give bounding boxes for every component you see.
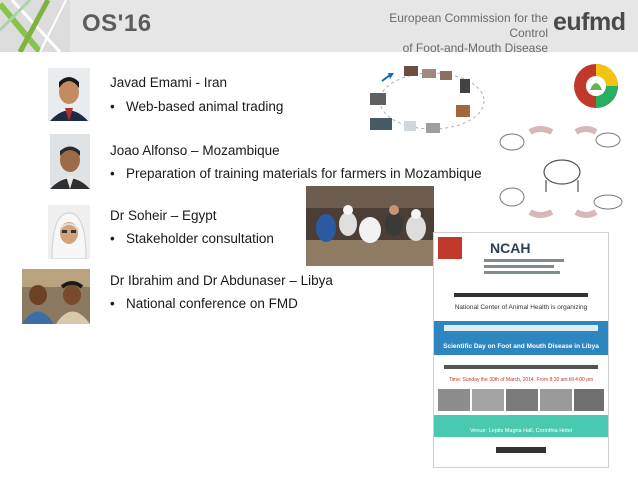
bullet-marker: •	[110, 166, 115, 181]
organization-name	[388, 11, 548, 56]
portrait-dr-ibrahim-dr-abdunaser	[22, 269, 90, 324]
person-task-libya	[110, 296, 298, 311]
bullet-marker: •	[110, 231, 115, 246]
organization-line-1: European Commission for the Control	[389, 11, 548, 40]
portrait-javad-emami	[48, 68, 90, 121]
animal-trading-cycle-illustration	[366, 63, 494, 141]
task-text-libya: National conference on FMD	[126, 296, 298, 311]
poster-venue-text: Venue: Leptis Magna Hall, Corinthia Hotel	[469, 428, 573, 434]
poster-graphic	[434, 233, 608, 467]
eufmd-logo-text: eufmd	[553, 8, 626, 36]
libya-conference-poster	[433, 232, 609, 468]
person-task-mozambique	[110, 166, 482, 181]
green-emblem-logo	[572, 62, 620, 110]
conference-title: OS'16	[82, 10, 152, 37]
person-name-iran: Javad Emami - Iran	[110, 75, 228, 90]
task-text-egypt: Stakeholder consultation	[126, 231, 274, 246]
task-text-iran: Web-based animal trading	[126, 99, 284, 114]
bullet-marker: •	[110, 99, 115, 114]
portrait-dr-soheir	[48, 205, 90, 259]
person-name-egypt: Dr Soheir – Egypt	[110, 208, 217, 223]
poster-logo-text: NCAH	[490, 240, 531, 256]
poster-time-text: Time: Sunday the 30th of March, 2014. From 8:30 am till 4:00 pm	[448, 377, 594, 383]
person-name-libya: Dr Ibrahim and Dr Abdunaser – Libya	[110, 273, 333, 288]
livestock-sketch-illustration	[496, 122, 630, 222]
person-task-iran	[110, 99, 283, 114]
person-task-egypt	[110, 231, 274, 246]
header-decoration-graphic	[0, 0, 70, 52]
poster-english-org: National Center of Animal Health is organizing	[454, 304, 588, 311]
bullet-marker: •	[110, 296, 115, 311]
portrait-joao-alfonso	[50, 134, 90, 189]
organization-line-2: of Foot-and-Mouth Disease	[402, 41, 548, 55]
stakeholder-meeting-photo	[306, 186, 434, 266]
task-text-mozambique: Preparation of training materials for farmers in Mozambique	[126, 166, 482, 181]
header-bar	[0, 0, 638, 55]
person-name-mozambique: Joao Alfonso – Mozambique	[110, 143, 280, 158]
eufmd-logo	[553, 8, 626, 37]
poster-banner-text: Scientific Day on Foot and Mouth Disease in Libya	[443, 343, 599, 350]
